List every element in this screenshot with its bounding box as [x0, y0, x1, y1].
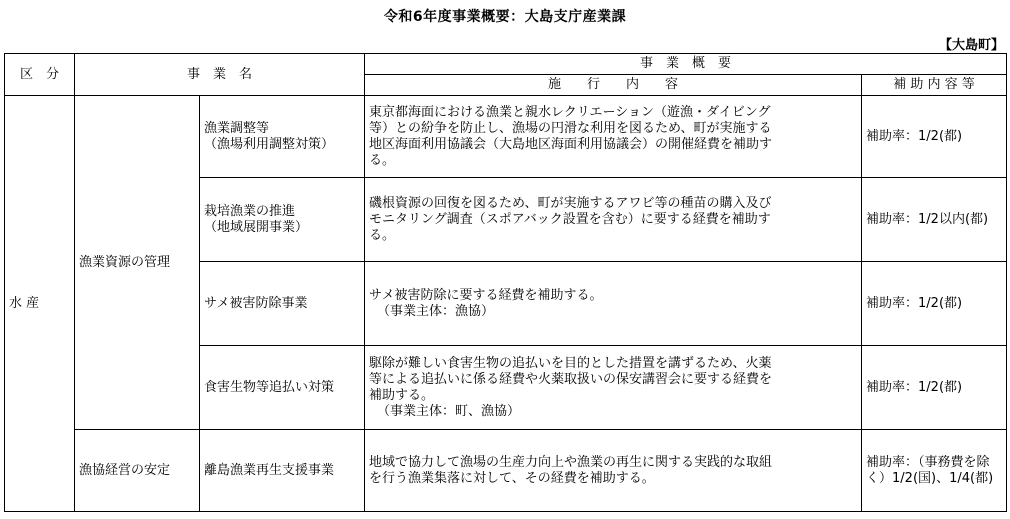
- table-row: [5, 430, 1007, 512]
- support-cell: 補助率：（事務費を除く）1/2(国)、1/4(都): [862, 430, 1007, 512]
- program-name-cell: [200, 430, 365, 512]
- program-name-cell: [200, 346, 365, 430]
- content-line: 駆除が難しい食害生物の追払いを目的とした措置を講ずるため、火薬: [369, 355, 772, 371]
- program-name-line: 漁業調整等: [204, 120, 270, 136]
- content-note: （事業主体：漁協）: [377, 303, 495, 319]
- category-cell: 水 産: [5, 96, 75, 512]
- content-line: を行う漁業集落に対して、その経費を補助する。: [369, 470, 655, 486]
- header-shiko-naiyo: 施 行 内 容: [365, 75, 862, 96]
- content-line: 東京都海面における漁業と親水レクリエーション（遊漁・ダイビング: [369, 104, 771, 120]
- content-line: る。: [369, 227, 396, 243]
- page-title: 令和6年度事業概要：大島支庁産業課: [383, 9, 627, 25]
- content-note: （事業主体：町、漁協）: [377, 403, 521, 419]
- program-name-line: （地域展開事業）: [204, 219, 309, 235]
- group-name-cell: 漁業資源の管理: [75, 96, 200, 430]
- content-line: モニタリング調査（スポアバック設置を含む）に要する経費を補助す: [369, 211, 771, 227]
- program-name-cell: [200, 262, 365, 346]
- table-row: [5, 96, 1007, 178]
- content-line: 地区海面利用協議会（大島地区海面利用協議会）の開催経費を補助す: [369, 136, 773, 152]
- program-name-cell: [200, 178, 365, 262]
- program-table: [4, 53, 1007, 512]
- group-name-cell: 漁協経営の安定: [75, 430, 200, 512]
- support-cell: 補助率：1/2(都): [862, 96, 1007, 178]
- content-cell: [365, 346, 862, 430]
- content-cell: [365, 96, 862, 178]
- content-line: る。: [369, 152, 396, 168]
- content-line: 地域で協力して漁場の生産力向上や漁業の再生に関する実践的な取組: [369, 454, 773, 470]
- support-cell: 補助率：1/2(都): [862, 262, 1007, 346]
- content-line: 等）との紛争を防止し、漁場の円滑な利用を図るため、町が実施する: [369, 120, 772, 136]
- content-cell: [365, 262, 862, 346]
- header-jigyo-mei: 事 業 名: [75, 54, 365, 96]
- header-jigyo-gaiyo: 事 業 概 要: [365, 54, 1007, 75]
- support-cell: 補助率：1/2(都): [862, 346, 1007, 430]
- program-name-line: 離島漁業再生支援事業: [204, 462, 335, 478]
- content-line: 磯根資源の回復を図るため、町が実施するアワビ等の種苗の購入及び: [369, 195, 772, 211]
- header-kubun: 区 分: [5, 54, 75, 96]
- content-cell: [365, 430, 862, 512]
- content-cell: [365, 178, 862, 262]
- program-name-line: 食害生物等追払い対策: [204, 379, 335, 395]
- header-hojo-naiyo: 補 助 内 容 等: [862, 75, 1007, 96]
- content-line: 補助する。: [369, 387, 435, 403]
- program-name-line: 栽培漁業の推進: [204, 203, 296, 219]
- program-name-line: サメ被害防除事業: [204, 295, 308, 311]
- content-line: 等による追払いに係る経費や火薬取扱いの保安講習会に要する経費を: [369, 371, 773, 387]
- support-cell: 補助率：1/2以内(都): [862, 178, 1007, 262]
- program-name-line: （漁場利用調整対策）: [204, 136, 335, 152]
- program-name-cell: [200, 96, 365, 178]
- content-line: サメ被害防除に要する経費を補助する。: [369, 287, 603, 303]
- town-label: 【大島町】: [938, 38, 1004, 53]
